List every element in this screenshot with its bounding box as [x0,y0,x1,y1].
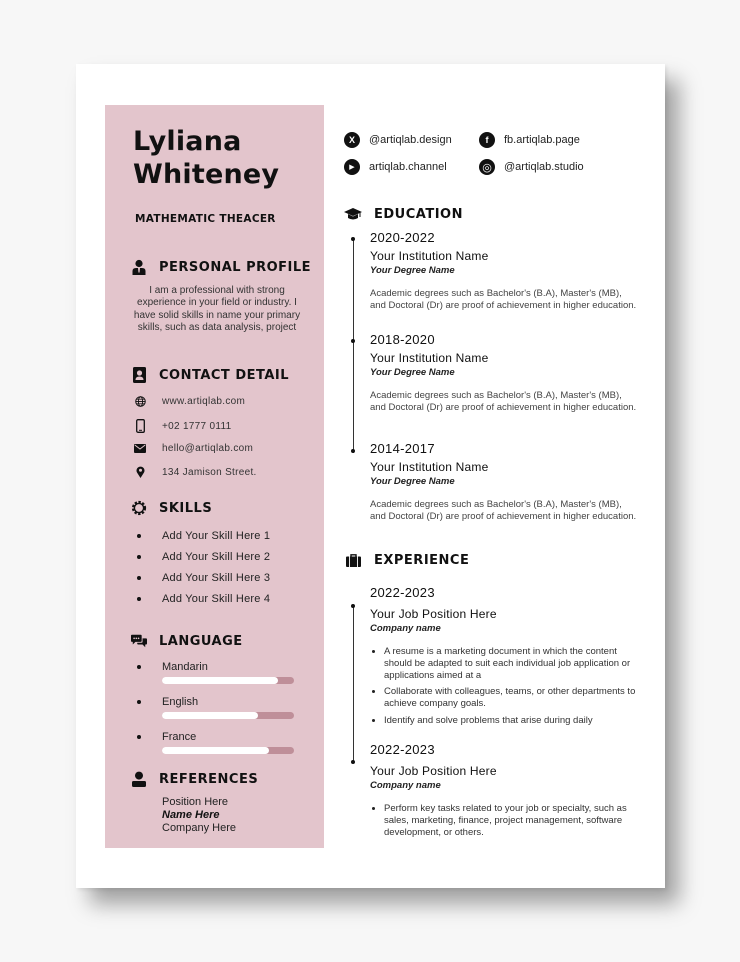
social-handle: @artiqlab.design [369,134,452,146]
timeline-dot [351,449,355,453]
person-tie-icon [131,259,147,275]
youtube-play-icon: ▶ [344,159,360,175]
responsibility-item: Collaborate with colleagues, teams, or other departments to achieve company goals. [370,686,640,710]
address-value: 134 Jamison Street. [162,466,257,478]
reference-company: Company Here [162,822,236,834]
education-description: Academic degrees such as Bachelor's (B.A), Master's (MB), and Doctoral (Dr) are proof of achievement in higher education. [370,390,637,413]
experience-heading [344,553,469,568]
responsibility-item: Identify and solve problems that arise during daily [370,715,640,727]
experience-heading-label: EXPERIENCE [374,553,470,568]
bullet-icon [137,735,141,739]
phone-value: +02 1777 0111 [162,420,232,432]
skill-label: Add Your Skill Here 4 [162,593,271,605]
company-name: Company name [370,623,441,634]
language-level-bar [162,747,294,754]
contact-phone[interactable] [133,419,231,433]
skills-heading-label: SKILLS [159,500,213,516]
experience-timeline-line [353,605,354,763]
degree-name: Your Degree Name [370,265,455,276]
skill-item [137,530,270,542]
education-years: 2020-2022 [370,230,435,245]
social-youtube[interactable] [344,159,447,175]
experience-entry [370,585,640,732]
education-description: Academic degrees such as Bachelor's (B.A), Master's (MB), and Doctoral (Dr) are proof of achievement in higher education. [370,499,637,522]
profile-heading [131,259,311,275]
experience-entry [370,742,640,843]
language-item [137,731,297,754]
chat-bubbles-icon [131,633,147,649]
timeline-dot [351,339,355,343]
last-name: Whiteney [133,159,280,190]
social-instagram[interactable] [479,159,584,175]
timeline-dot [351,760,355,764]
education-entry [370,230,640,312]
graduation-cap-icon [344,208,362,221]
institution-name: Your Institution Name [370,460,489,474]
job-title: MATHEMATIC THEACER [135,213,276,225]
language-level-fill [162,677,278,684]
education-timeline-line [353,238,354,453]
skill-label: Add Your Skill Here 1 [162,530,271,542]
gear-icon [131,500,147,516]
education-description: Academic degrees such as Bachelor's (B.A), Master's (MB), and Doctoral (Dr) are proof of achievement in higher education. [370,288,637,311]
sidebar [105,105,324,848]
education-entry [370,332,640,414]
responsibility-list [370,646,640,727]
instagram-icon: ◎ [479,159,495,175]
website-value: www.artiqlab.com [162,396,246,407]
bullet-icon [137,555,141,559]
globe-icon [133,396,147,407]
bullet-icon [137,597,141,601]
language-item [137,696,297,719]
responsibility-item: A resume is a marketing document in which the content should be adapted to suit each individual job application or applications aimed at a [370,646,640,681]
education-years: 2014-2017 [370,441,435,456]
mail-icon [133,444,147,453]
x-twitter-icon: X [344,132,360,148]
references-heading [131,771,258,787]
language-item [137,661,297,684]
institution-name: Your Institution Name [370,351,489,365]
profile-text: I am a professional with strong experience in your field or industry. I have solid skills in name your primary skills, such as data analysis, project [133,285,301,334]
resume-page [76,64,665,888]
contact-heading [131,367,289,383]
skill-item [137,551,270,563]
education-entry [370,441,640,523]
bullet-icon [137,576,141,580]
skill-item [137,593,270,605]
timeline-dot [351,237,355,241]
responsibility-list [370,803,640,838]
bullet-icon [137,534,141,538]
language-level-fill [162,712,258,719]
social-handle: fb.artiqlab.page [504,134,580,146]
experience-years: 2022-2023 [370,742,435,757]
first-name: Lyliana [133,126,242,157]
language-level-bar [162,677,294,684]
language-level-bar [162,712,294,719]
language-level-fill [162,747,269,754]
experience-years: 2022-2023 [370,585,435,600]
contact-heading-label: CONTACT DETAIL [159,367,290,383]
social-handle: artiqlab.channel [369,161,447,173]
degree-name: Your Degree Name [370,476,455,487]
social-x[interactable] [344,132,452,148]
person-icon [131,771,147,787]
education-heading-label: EDUCATION [374,207,463,222]
skill-label: Add Your Skill Here 2 [162,551,271,563]
language-heading [131,633,243,649]
reference-position: Position Here [162,796,229,808]
language-heading-label: LANGUAGE [159,633,243,649]
social-facebook[interactable] [479,132,580,148]
profile-heading-label: PERSONAL PROFILE [159,259,312,275]
email-value: hello@artiqlab.com [162,443,254,454]
contact-address [133,466,257,478]
reference-block [162,796,236,835]
references-heading-label: REFERENCES [159,771,259,787]
reference-name: Name Here [162,809,220,821]
contact-email[interactable] [133,443,253,454]
institution-name: Your Institution Name [370,249,489,263]
bullet-icon [137,700,141,704]
contact-website[interactable] [133,396,245,407]
phone-icon [133,419,147,433]
briefcase-icon [344,554,362,567]
skills-heading [131,500,212,516]
full-name [133,125,279,191]
contact-card-icon [131,367,147,383]
bullet-icon [137,665,141,669]
education-heading [344,207,463,222]
skill-item [137,572,270,584]
responsibility-item: Perform key tasks related to your job or specialty, such as sales, marketing, finance, project management, software development, or others. [370,803,640,838]
location-pin-icon [133,466,147,478]
degree-name: Your Degree Name [370,367,455,378]
language-name: Mandarin [162,661,208,673]
language-name: English [162,696,199,708]
skill-label: Add Your Skill Here 3 [162,572,271,584]
timeline-dot [351,604,355,608]
facebook-icon: f [479,132,495,148]
job-position: Your Job Position Here [370,764,497,778]
education-years: 2018-2020 [370,332,435,347]
company-name: Company name [370,780,441,791]
language-name: France [162,731,197,743]
social-handle: @artiqlab.studio [504,161,584,173]
job-position: Your Job Position Here [370,607,497,621]
